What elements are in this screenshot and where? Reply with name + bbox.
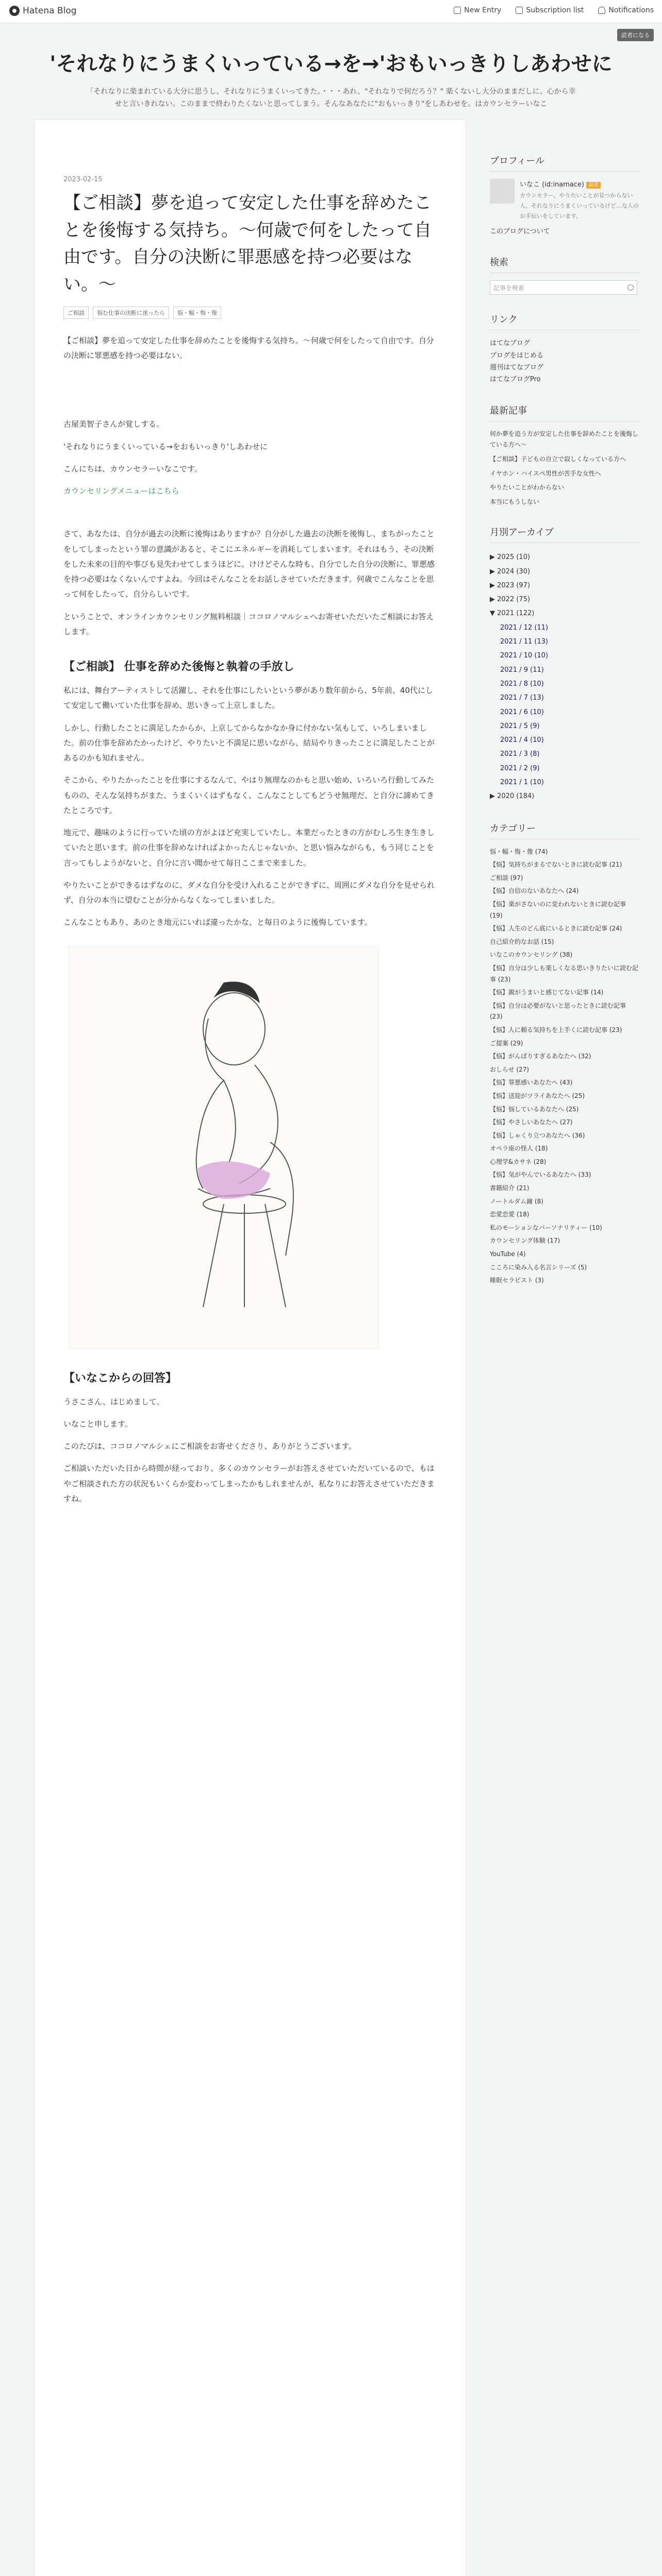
archive-item[interactable]: 2021 / 11 (13) [500, 638, 549, 646]
hatena-logo-icon [9, 6, 20, 16]
brand-label: Hatena Blog [23, 6, 77, 16]
top-bar [0, 0, 662, 23]
category-link[interactable]: 私のモーションなパーソナリティー (10) [490, 1224, 602, 1231]
category-link[interactable]: ノートルダム鐘 (8) [490, 1197, 543, 1205]
recent-entries-module [490, 403, 639, 508]
reader-badge: 読者 [586, 182, 601, 189]
profile-name-text: いなこ (id:inamace) [520, 181, 585, 189]
archive-item[interactable]: ▶ 2020 (184) [490, 792, 535, 801]
category-link[interactable]: 【悩】自信のないあなたへ (24) [490, 887, 579, 895]
profile-heading: プロフィール [490, 154, 639, 172]
category-list [490, 846, 639, 1286]
subscribe-reader-button[interactable]: 読者になる [617, 29, 654, 41]
archive-item[interactable]: 2021 / 10 (10) [500, 652, 549, 660]
category-link[interactable]: 自己紹介的なお話 (15) [490, 938, 554, 945]
body-paragraph: ということで、オンラインカウンセリング無料相談｜ココロノマルシェへお寄せいただいたご相談にお答えします。 [63, 612, 434, 636]
answer-paragraph: うさこさん、はじめまして。 [63, 1397, 164, 1406]
notifications-button[interactable] [598, 6, 654, 14]
category-link[interactable]: 睡眠セラピスト (3) [490, 1277, 544, 1284]
category-link[interactable]: ご相談 (97) [490, 874, 523, 882]
sidebar-link[interactable]: 週刊はてなブログ [490, 363, 544, 371]
blog-description: 「それなりに楽まれている大分に思うし、それなりにうまくいってきた。・・・あれ、"それなりで何だろう？" 楽くないし大分のままだしに、心から幸せと言いきれない。このままで終わりたくないと思ってしまう。そんなあなたに"おもいっきり"をしあわせを。はカウンセラーいなこ [86, 88, 576, 108]
category-link[interactable]: 恋愛恋愛 (18) [490, 1211, 529, 1218]
archive-item[interactable]: 2021 / 3 (8) [500, 750, 540, 758]
category-link[interactable]: ご提案 (29) [490, 1039, 523, 1047]
consult-paragraph: しかし、行動したことに満足したからか、上京してからなかなか身に付かない気もして、いろしまいました。前の仕事を辞めたかったけど、やりたいと不満足に思いながら、結局やりきったことに満足したことがあるのかも知れません。 [63, 723, 435, 762]
entry-categories [63, 307, 437, 319]
archive-item[interactable]: 2021 / 9 (11) [500, 666, 544, 674]
section-heading: 【ご相談】 仕事を辞めた後悔と執着の手放し [63, 660, 294, 673]
links-heading: リンク [490, 312, 639, 330]
category-tag[interactable]: 悩む仕事の決断に迷ったら [93, 307, 169, 319]
body-paragraph: さて、あなたは、自分が過去の決断に後悔はありますか？自分がした過去の決断を後悔し、まちがったことをしてしまったという罪の意識があると、そこにエネルギーを消耗してしまいます。それはもう、その決断をした未来の目的や事びも見失わせてしまうほどに。けけどそんな時も、自分でした自分の決断に、罪悪感を持つ必要はなくないんですよね。今回はそんなことをお話しさせていただきます。何歳でこんなことを思って何をしたって、自分らしいです。 [63, 529, 435, 599]
archive-item[interactable]: 2021 / 6 (10) [500, 708, 544, 716]
profile-module [490, 154, 639, 238]
category-link[interactable]: 【悩】自分は少しも楽しくなる思いきりたいに読む記事 (23) [490, 964, 639, 983]
category-tag[interactable]: 悩・幅・悔・像 [173, 307, 221, 319]
category-link[interactable]: カウンセリング体験 (17) [490, 1237, 560, 1245]
search-icon[interactable] [627, 284, 634, 291]
category-link[interactable]: 【悩】人に頼る気持ちを上手くに読む記事 (23) [490, 1026, 622, 1033]
list-icon [516, 7, 523, 14]
sidebar-link[interactable]: はてなブログ [490, 340, 531, 348]
archive-item[interactable]: ▼ 2021 (122) [490, 609, 535, 618]
recent-entry-link[interactable]: やりたいことがわからない [490, 484, 565, 492]
archive-item[interactable]: ▶ 2023 (97) [490, 581, 531, 589]
category-link[interactable]: オペラ座の怪人 (18) [490, 1145, 548, 1153]
subscription-label: Subscription list [526, 6, 584, 14]
answer-paragraph: このたびは、ココロノマルシェにご相談をお寄せくださり、ありがとうございます。 [63, 1442, 357, 1451]
search-module [490, 255, 639, 295]
consult-paragraph: やりたいことができるはずなのに、ダメな自分を受け入れることができずに、周囲にダメな自分を見せられず、自分の本当に望むことが分からなくなってしまいました。 [63, 880, 435, 905]
bell-icon [598, 7, 605, 14]
archive-item[interactable]: ▶ 2025 (10) [490, 553, 531, 562]
sidebar-link[interactable]: ブログをはじめる [490, 351, 544, 360]
intro-line: 古屋美智子さんが覚しする。 [63, 419, 164, 429]
category-heading: カテゴリー [490, 821, 639, 839]
archive-module [490, 525, 639, 803]
category-link[interactable]: 【悩】罪悪感いあなたへ (43) [490, 1079, 573, 1087]
recent-entry-link[interactable]: 本当にもうしない [490, 498, 540, 505]
archive-item[interactable]: 2021 / 8 (10) [500, 680, 544, 688]
answer-paragraph: いなこと申します。 [63, 1419, 133, 1429]
intro-line: 'それなりにうまくいっている→をおもいっきり'しあわせに [63, 442, 268, 451]
category-link[interactable]: YouTube (4) [490, 1250, 526, 1258]
entry-article [34, 120, 466, 2576]
blog-title[interactable]: 'それなりにうまくいっている→を→'おもいっきりしあわせに [49, 52, 613, 76]
new-entry-button[interactable] [454, 6, 501, 14]
illustration-woman-on-stool [69, 946, 379, 1349]
archive-item[interactable]: 2021 / 5 (9) [500, 722, 540, 730]
archive-item[interactable]: 2021 / 7 (13) [500, 694, 544, 702]
hatena-logo[interactable] [9, 6, 77, 16]
sidebar [490, 154, 639, 1304]
pencil-icon [454, 7, 461, 14]
category-link[interactable]: 【悩】悩しているあなたへ (25) [490, 1105, 579, 1113]
consult-paragraph: 私には、舞台アーティストして活躍し、それを仕事にしたいという夢があり数年前から、5年前、40代にして安定して働いていた仕事を辞め、思いきって上京しました。 [63, 686, 433, 710]
category-link[interactable]: こころに染み入る名言シリーズ (5) [490, 1263, 587, 1271]
category-link[interactable]: 【悩】自分は必要がないと思ったときに読む記事 (23) [490, 1002, 626, 1021]
search-placeholder: 記事を検索 [493, 284, 525, 292]
counseling-menu-link[interactable]: カウンセリングメニューはこちら [63, 486, 179, 496]
new-entry-label: New Entry [464, 6, 502, 14]
category-link[interactable]: 書籍紹介 (21) [490, 1184, 529, 1192]
category-link[interactable]: 【悩】やさしいあなたへ (27) [490, 1118, 573, 1126]
intro-line: こんにちは、カウンセラーいなこです。 [63, 464, 202, 473]
sidebar-link[interactable]: はてなブログPro [490, 376, 541, 384]
entry-date[interactable]: 2023-02-15 [63, 176, 103, 183]
category-link[interactable]: 【悩】送迎がツライあなたへ (25) [490, 1092, 585, 1099]
entry-lead: 【ご相談】夢を追って安定した仕事を辞めたことを後悔する気持ち。〜何歳で何をしたって自由です。自分の決断に罪悪感を持つ必要はない。 [63, 335, 434, 360]
archive-item[interactable]: 2021 / 4 (10) [500, 736, 544, 744]
answer-heading: 【いなこからの回答】 [63, 1371, 177, 1385]
archive-item[interactable]: 2021 / 1 (10) [500, 778, 544, 787]
category-link[interactable]: おしらせ (27) [490, 1065, 529, 1073]
links-module [490, 312, 639, 386]
category-link[interactable]: 心理学&カサネ (28) [490, 1158, 547, 1165]
notifications-label: Notifications [608, 6, 654, 14]
consult-paragraph: 地元で、趣味のように行っていた頃の方がよほど充実していたし、本業だったときの方がむしろ生き生きしていたと思います。前の仕事を辞めなければよかったんじゃないか、と思い悩みながらも、もう同じことを言ってもしようがないと、自分に言い聞かせて毎日ここまで来ました。 [63, 828, 435, 868]
category-link[interactable]: 【悩】がんばりすぎるあなたへ (32) [490, 1053, 591, 1060]
top-nav [454, 6, 654, 14]
consult-paragraph: そこから、やりたかったことを仕事にするなんて、やはり無理なのかもと思い始め、いろいろ行動してみたものの、そんな気持ちがまた、うまくいくはずもなく、こんなことしてもどうせ無理だ、と自分に諦めてきたところです。 [63, 775, 435, 815]
category-module [490, 821, 639, 1286]
category-link[interactable]: いなこのカウンセリング (38) [490, 951, 573, 959]
recent-entry-link[interactable]: イヤホン・ハイスペ男性が苦手な女性へ [490, 469, 601, 477]
recent-heading: 最新記事 [490, 403, 639, 421]
archive-heading: 月別アーカイブ [490, 525, 639, 543]
profile-description: カウンセラー。やりたいことが見つからない人、それなりにうまくいっているけど…な人のお手伝いをしています。 [520, 192, 639, 219]
category-link[interactable]: 悩・幅・悔・像 (74) [490, 848, 548, 855]
search-input[interactable] [490, 280, 637, 295]
recent-entry-link[interactable]: 【ご相談】子どもの自立で寂しくなっている方へ [490, 455, 626, 463]
woman-sitting-drawing [69, 946, 378, 1348]
search-heading: 検索 [490, 255, 639, 273]
about-blog-link[interactable]: このブログについて [490, 227, 550, 235]
avatar[interactable] [490, 179, 515, 204]
recent-entry-link[interactable]: 何か夢を追う方が安定した仕事を辞めたことを後悔している方へ〜 [490, 430, 639, 449]
category-link[interactable]: 【悩】楽がさないのに変われないときに読む記事 (19) [490, 901, 626, 919]
category-link[interactable]: 【悩】人生のどん底にいるときに読む記事 (24) [490, 925, 622, 933]
archive-list [490, 550, 639, 803]
archive-item[interactable]: ▶ 2022 (75) [490, 596, 531, 604]
category-link[interactable]: 【悩】親がうまいと感じてない記事 (14) [490, 989, 604, 996]
archive-item[interactable]: 2021 / 2 (9) [500, 764, 540, 772]
category-tag[interactable]: ご相談 [63, 307, 89, 319]
entry-title[interactable]: 【ご相談】夢を追って安定した仕事を辞めたことを後悔する気持ち。〜何歳で何をしたって自由です。自分の決断に罪悪感を持つ必要はない。〜 [63, 193, 432, 295]
category-link[interactable]: 【悩】しゃくり立つあなたへ (36) [490, 1131, 585, 1139]
category-link[interactable]: 【悩】気持ちがまるでないときに読む記事 (21) [490, 861, 622, 869]
archive-item[interactable]: ▶ 2024 (30) [490, 567, 531, 575]
answer-paragraph: ご相談いただいた日から時間が経っており、多くのカウンセラーがお答えさせていただいているので、もはやご相談された方の状況もいくらか変わってしまったかもしれませんが、私なりにお答えさせていただきますね。 [63, 1464, 435, 1503]
consult-paragraph: こんなこともあり、あのとき地元にいれば違ったかな、と毎日のように後悔しています。 [63, 918, 372, 927]
blog-header [0, 47, 662, 111]
category-link[interactable]: 【悩】気がやんでいるあなたへ (33) [490, 1171, 591, 1179]
archive-item[interactable]: 2021 / 12 (11) [500, 623, 549, 632]
profile-name[interactable] [520, 179, 639, 191]
subscription-button[interactable] [516, 6, 584, 14]
